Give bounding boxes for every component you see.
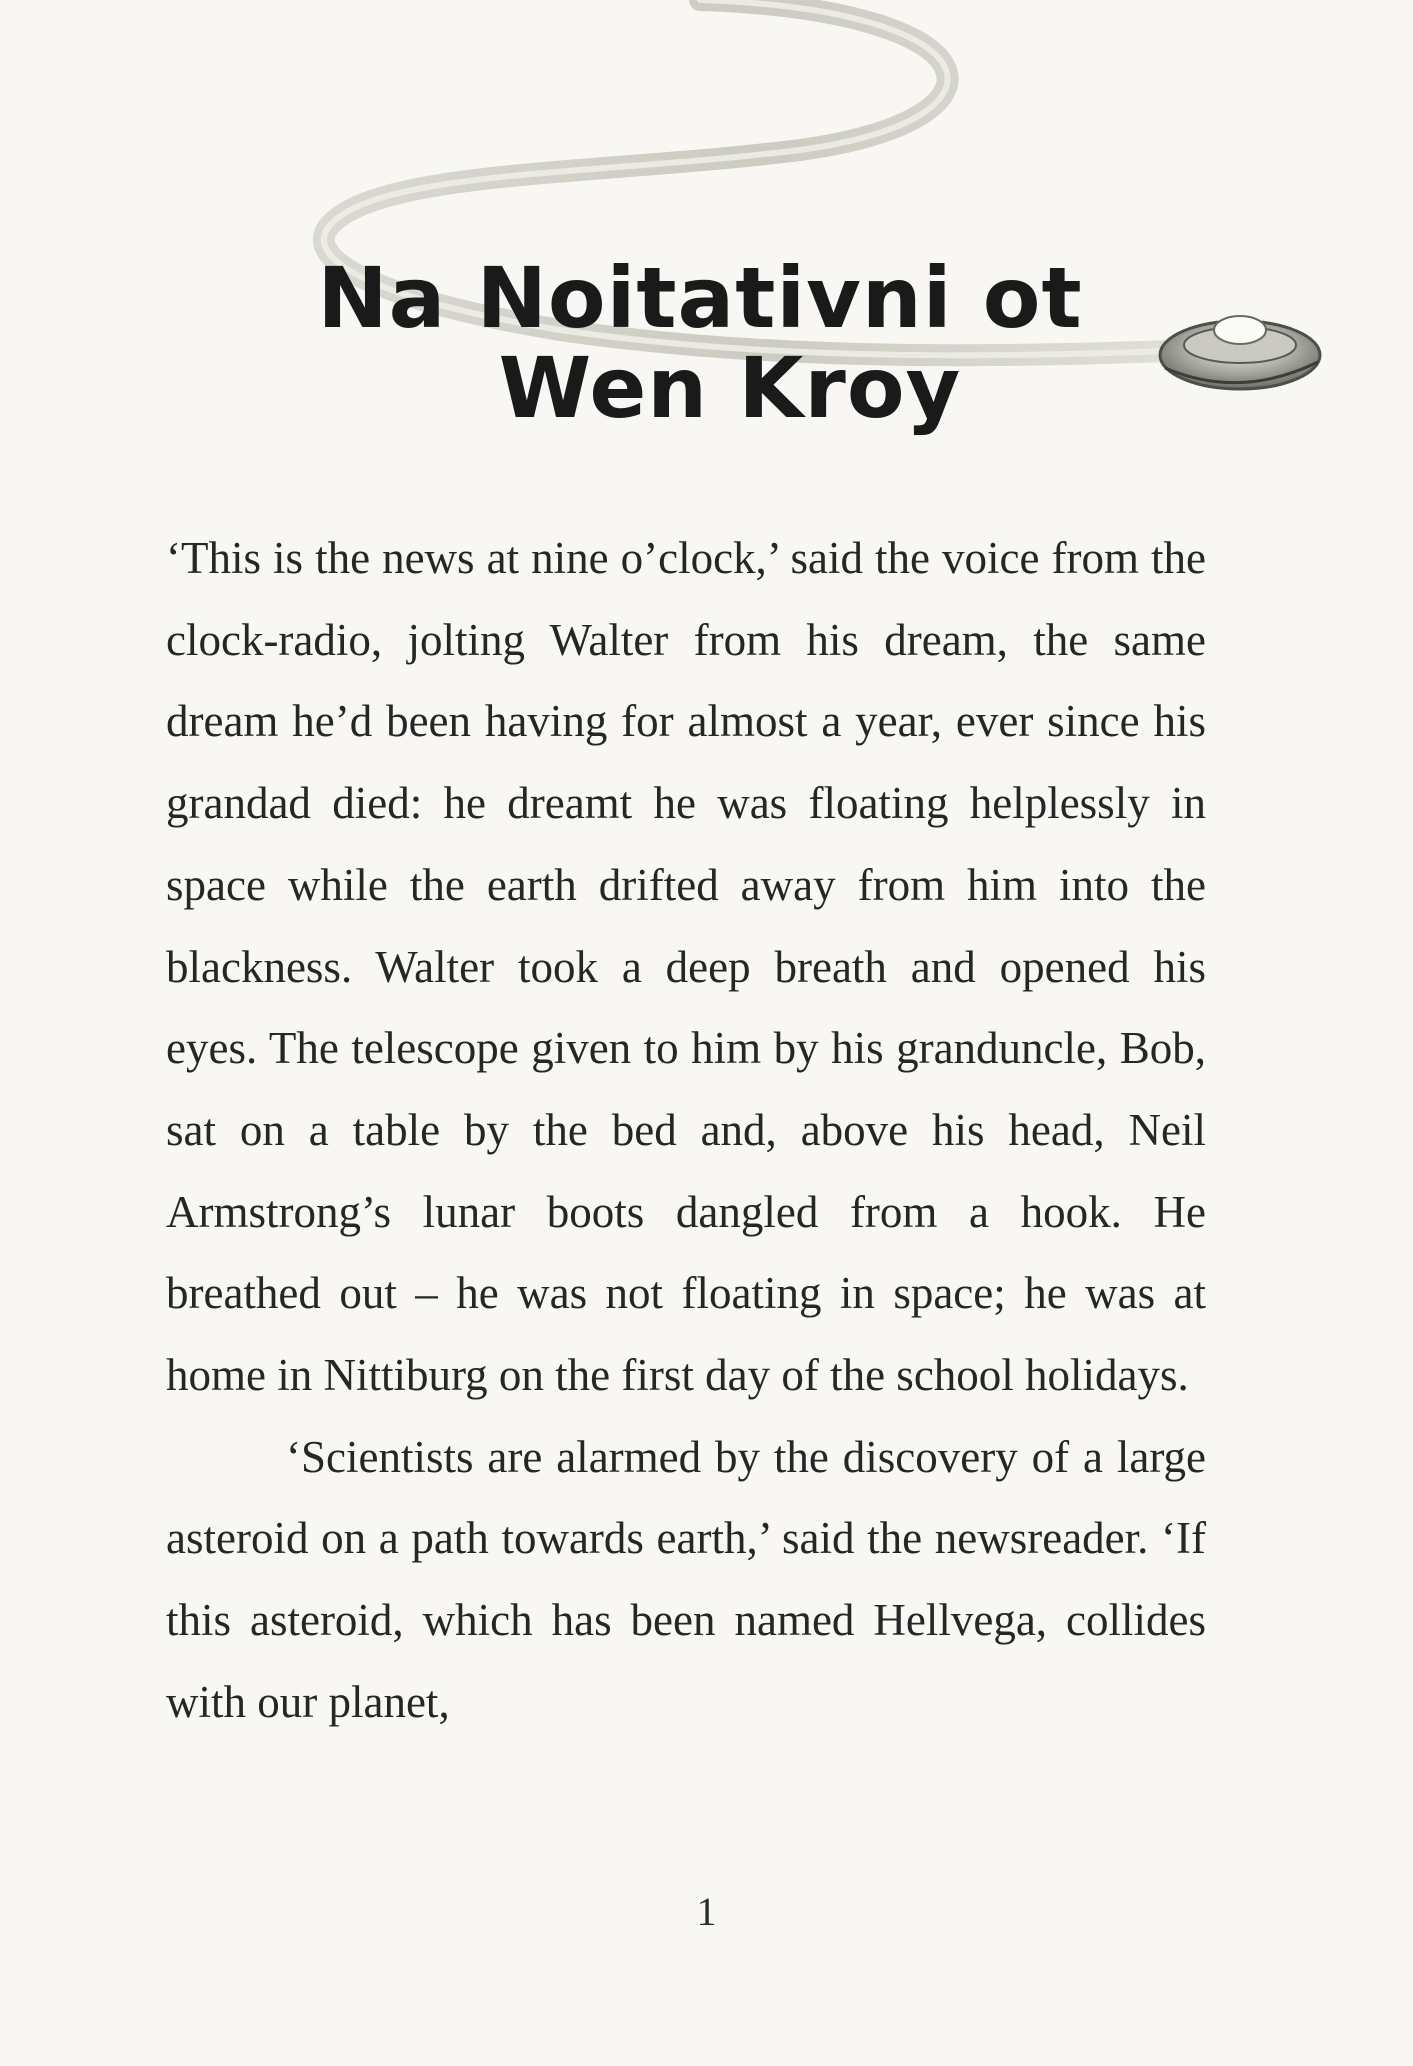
chapter-title-line-2: Wen Kroy: [498, 339, 962, 437]
paragraph: ‘Scientists are alarmed by the discovery of a large asteroid on a path towards earth,’ said the newsreader. ‘If this asteroid, which has been named Hellvega, collides with our planet,: [166, 1431, 1206, 1727]
page-number: 1: [696, 1889, 717, 1934]
paragraph: ‘This is the news at nine o’clock,’ said the voice from the clock-radio, jolting Walter from his dream, the same dream he’d been having for almost a year, ever since his grandad died: he dreamt he was floating helplessly in space while the earth drifted away from him into the blackness. Walter took a deep breath and opened his eyes. The telescope given to him by his granduncle, Bob, sat on a table by the bed and, above his head, Neil Armstrong’s lunar boots dangled from a hook. He breathed out – he was not floating in space; he was at home in Nittiburg on the first day of the school holidays.: [166, 533, 1206, 1401]
chapter-title: [250, 250, 1150, 436]
body-text: [166, 518, 1206, 1744]
chapter-title-line-1: Na Noitativni ot: [317, 249, 1083, 347]
flying-saucer-icon: [1160, 316, 1320, 389]
